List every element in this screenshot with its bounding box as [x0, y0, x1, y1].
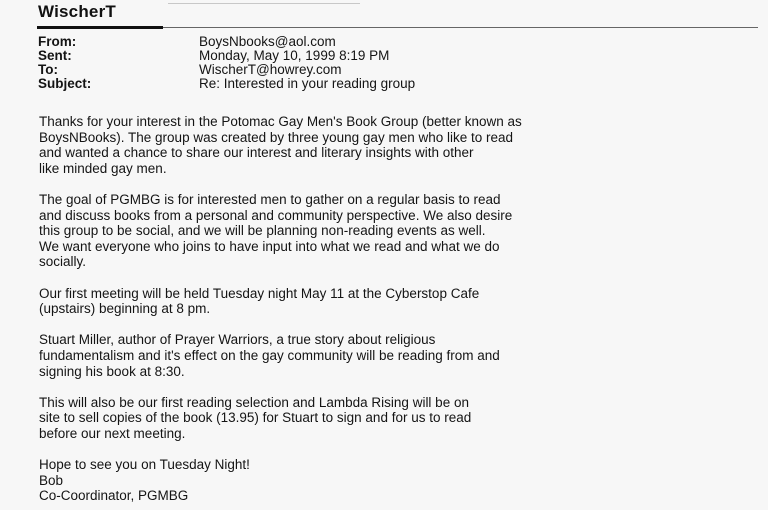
body-line: signing his book at 8:30.: [39, 363, 185, 379]
body-line: (upstairs) beginning at 8 pm.: [39, 301, 211, 317]
body-paragraph-meeting: [39, 286, 739, 317]
header-rule-thick: [37, 26, 163, 29]
to-row: [38, 63, 415, 77]
email-signature: [39, 457, 739, 504]
body-line: this group to be social, and we will be planning non-reading events as well.: [39, 223, 486, 239]
body-line: This will also be our first reading selection and Lambda Rising will be on: [39, 394, 469, 410]
subject-label: Subject:: [38, 76, 92, 91]
body-line: and wanted a chance to share our interest and literary insights with other: [39, 145, 474, 161]
signature-title: Co-Coordinator, PGMBG: [39, 488, 189, 504]
subject-row: [38, 77, 415, 91]
body-line: We want everyone who joins to have input into what we read and what we do: [39, 238, 500, 254]
body-line: Our first meeting will be held Tuesday night May 11 at the Cyberstop Cafe: [39, 285, 480, 301]
sent-row: [38, 49, 415, 63]
body-paragraph-intro: [39, 114, 739, 176]
from-value: BoysNbooks@aol.com: [199, 34, 336, 49]
body-paragraph-goal: [39, 192, 739, 270]
email-header-fields: [38, 35, 415, 91]
sent-value: Monday, May 10, 1999 8:19 PM: [199, 48, 390, 63]
body-paragraph-selection: [39, 395, 739, 442]
sender-name: WischerT: [38, 2, 116, 21]
body-line: site to sell copies of the book (13.95) for Stuart to sign and for us to read: [39, 410, 472, 426]
body-line: and discuss books from a personal and community perspective. We also desire: [39, 207, 513, 223]
body-line: The goal of PGMBG is for interested men to gather on a regular basis to read: [39, 191, 501, 207]
body-line: before our next meeting.: [39, 425, 186, 441]
body-line: BoysNBooks). The group was created by three young gay men who like to read: [39, 129, 514, 145]
subject-value: Re: Interested in your reading group: [199, 76, 416, 91]
to-label: To:: [38, 62, 58, 77]
from-row: [38, 35, 415, 49]
body-line: Stuart Miller, author of Prayer Warriors, a true story about religious: [39, 332, 436, 348]
top-divider: [168, 3, 360, 4]
body-line: fundamentalism and it's effect on the gay community will be reading from and: [39, 347, 500, 363]
signature-name: Bob: [39, 472, 64, 488]
signature-closing: Hope to see you on Tuesday Night!: [39, 457, 250, 473]
email-body: [39, 114, 739, 504]
header-rule-thin: [163, 27, 758, 28]
from-label: From:: [38, 34, 77, 49]
body-line: like minded gay men.: [39, 160, 167, 176]
body-line: Thanks for your interest in the Potomac Gay Men's Book Group (better known as: [39, 114, 522, 129]
to-value: WischerT@howrey.com: [199, 62, 342, 77]
body-paragraph-author: [39, 332, 739, 379]
sent-label: Sent:: [38, 48, 72, 63]
body-line: socially.: [39, 254, 87, 270]
